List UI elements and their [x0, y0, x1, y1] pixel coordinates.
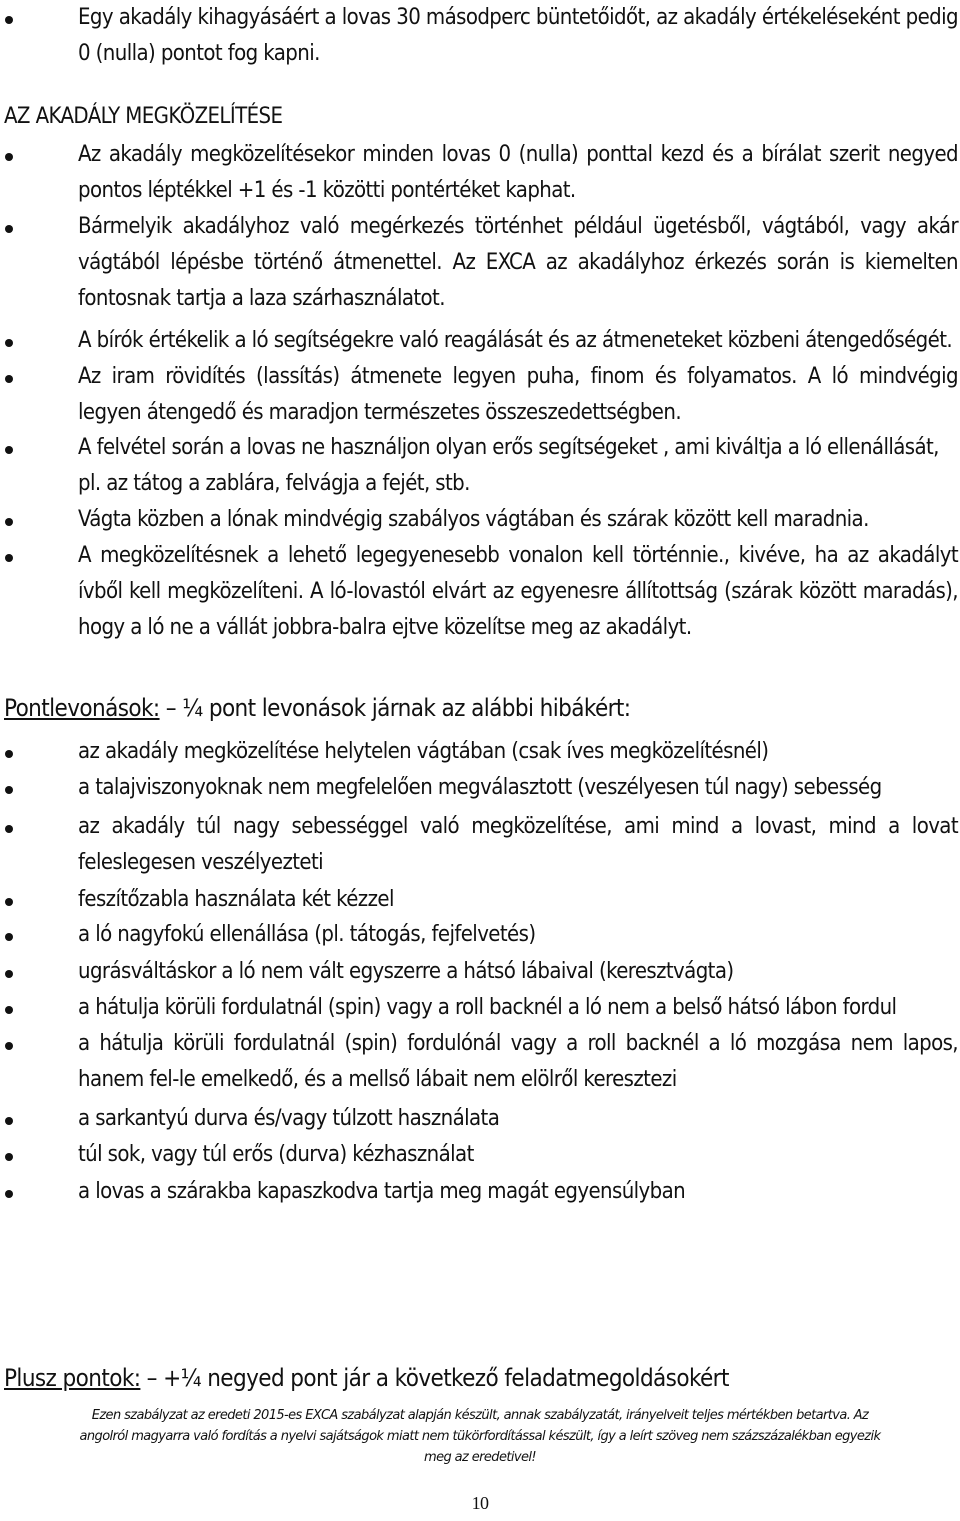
bullet-icon	[5, 1153, 13, 1161]
deductions-label: Pontlevonások:	[4, 694, 160, 722]
deductions-heading	[4, 690, 630, 726]
bullet-icon	[5, 446, 13, 454]
list-item: a talajviszonyoknak nem megfelelően megválasztott (veszélyesen túl nagy) sebesség	[0, 770, 960, 806]
list-item: ugrásváltáskor a ló nem vált egyszerre a hátsó lábaival (keresztvágta)	[0, 954, 960, 990]
list-item: a ló nagyfokú ellenállása (pl. tátogás, fejfelvetés)	[0, 917, 960, 953]
bullet-icon	[5, 1190, 13, 1198]
list-item: az akadály túl nagy sebességgel való megközelítése, ami mind a lovast, mind a lovat feleslegesen veszélyezteti	[0, 809, 960, 881]
list-item: Az akadály megközelítésekor minden lovas 0 (nulla) ponttal kezd és a bírálat szerit negyed pontos léptékkel +1 és -1 közötti pontértéket kaphat.	[0, 137, 960, 209]
list-item: a hátulja körüli fordulatnál (spin) vagy a roll backnél a ló nem a belső hátsó lábon fordul	[0, 990, 960, 1026]
list-item: A bírók értékelik a ló segítségekre való reagálását és az átmeneteket közbeni átengedőségét.	[0, 323, 960, 359]
list-item: Vágta közben a lónak mindvégig szabályos vágtában és szárak között kell maradnia.	[0, 502, 960, 538]
footer-line: angolról magyarra való fordítás a nyelvi sajátságok miatt nem tükörfordítással készült, így a leírt szöveg nem százszázalékban egyezik	[79, 1429, 881, 1444]
bullet-icon	[5, 1006, 13, 1014]
list-item: A megközelítésnek a lehető legegyenesebb vonalon kell történnie., kivéve, ha az akadályt ívből kell megközelíteni. A ló-lovastól elvárt az egyenesre állítottság (szárak között maradás), hogy a ló ne a vállát jobbra-balra ejtve közelítse meg az akadályt.	[0, 538, 960, 646]
bullet-icon	[5, 554, 13, 562]
bullet-icon	[5, 339, 13, 347]
bullet-icon	[5, 898, 13, 906]
bullet-icon	[5, 750, 13, 758]
list-item: A felvétel során a lovas ne használjon olyan erős segítségeket , ami kiváltja a ló ellenállását, pl. az tátog a zablára, felvágja a fejét, stb.	[0, 430, 960, 502]
bullet-icon	[5, 518, 13, 526]
list-item: a lovas a szárakba kapaszkodva tartja meg magát egyensúlyban	[0, 1174, 960, 1210]
bullet-icon	[5, 970, 13, 978]
bullet-icon	[5, 375, 13, 383]
list-item: Bármelyik akadályhoz való megérkezés történhet például ügetésből, vágtából, vagy akár vágtából lépésbe történő átmenettel. Az EXCA az akadályhoz érkezés során is kiemelten fontosnak tartja a laza szárhasználatot.	[0, 209, 960, 317]
footer-line: Ezen szabályzat az eredeti 2015-es EXCA szabályzat alapján készült, annak szabályzatát, irányelveit teljes mértékben betartva. Az	[91, 1408, 869, 1423]
bullet-icon	[5, 825, 13, 833]
footer-note	[0, 1405, 960, 1468]
list-item: túl sok, vagy túl erős (durva) kézhasználat	[0, 1137, 960, 1173]
bonus-subtitle: – +¼ negyed pont jár a következő feladatmegoldásokért	[140, 1364, 729, 1392]
bonus-heading	[4, 1360, 729, 1396]
bullet-icon	[5, 1042, 13, 1050]
list-item: az akadály megközelítése helytelen vágtában (csak íves megközelítésnél)	[0, 734, 960, 770]
list-item: Az iram rövidítés (lassítás) átmenete legyen puha, finom és folyamatos. A ló mindvégig legyen átengedő és maradjon természetes összeszedettségben.	[0, 359, 960, 431]
list-item: feszítőzabla használata két kézzel	[0, 882, 960, 918]
bullet-icon	[5, 933, 13, 941]
footer-line: meg az eredetivel!	[424, 1450, 536, 1465]
list-item: a sarkantyú durva és/vagy túlzott használata	[0, 1101, 960, 1137]
bullet-icon	[5, 16, 13, 24]
section-heading: AZ AKADÁLY MEGKÖZELÍTÉSE	[4, 104, 283, 129]
list-item: Egy akadály kihagyásáért a lovas 30 másodperc büntetőidőt, az akadály értékeléseként pedig 0 (nulla) pontot fog kapni.	[0, 0, 960, 72]
page-number: 10	[471, 1493, 489, 1513]
bullet-icon	[5, 1117, 13, 1125]
bonus-label: Plusz pontok:	[4, 1364, 141, 1392]
bullet-icon	[5, 786, 13, 794]
deductions-subtitle: – ¼ pont levonások járnak az alábbi hibákért:	[159, 694, 631, 722]
bullet-icon	[5, 153, 13, 161]
bullet-icon	[5, 225, 13, 233]
list-item: a hátulja körüli fordulatnál (spin) fordulónál vagy a roll backnél a ló mozgása nem lapos, hanem fel-le emelkedő, és a mellső lábait nem elölről keresztezi	[0, 1026, 960, 1098]
